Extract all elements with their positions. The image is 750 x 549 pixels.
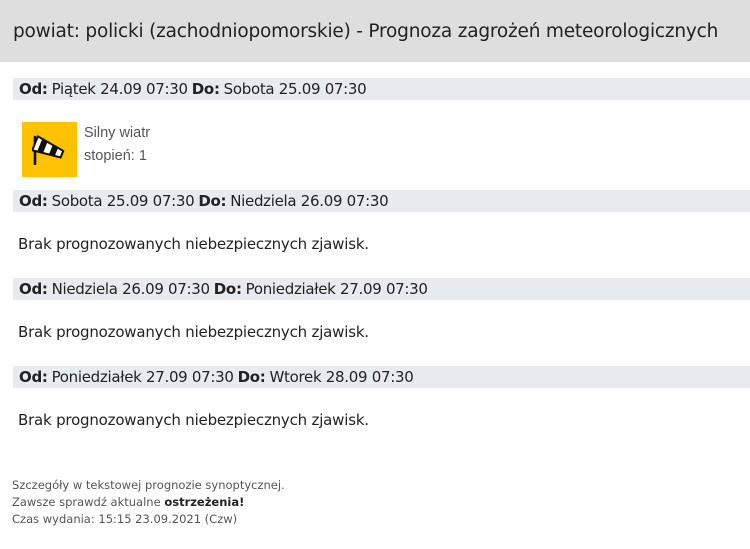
from-label: Od: [19, 80, 48, 98]
footer-details: Szczegóły w tekstowej prognozie synoptycznej. [12, 478, 285, 492]
warnings-link[interactable]: ostrzeżenia! [164, 495, 245, 509]
period-to: Sobota 25.09 07:30 [223, 80, 367, 98]
footer [12, 477, 285, 528]
to-label: Do: [237, 368, 266, 386]
to-label: Do: [198, 192, 227, 210]
period-to: Wtorek 28.09 07:30 [269, 368, 414, 386]
windsock-icon [22, 122, 77, 177]
from-label: Od: [19, 192, 48, 210]
footer-check: Zawsze sprawdź aktualne ostrzeżenia! [12, 495, 245, 509]
period-bar-3 [13, 278, 750, 300]
no-hazard-message: Brak prognozowanych niebezpiecznych zjawisk. [18, 411, 369, 429]
period-from: Poniedziałek 27.09 07:30 [51, 368, 234, 386]
period-from: Piątek 24.09 07:30 [51, 80, 188, 98]
page-title: powiat: policki (zachodniopomorskie) - Prognoza zagrożeń meteorologicznych [13, 20, 719, 42]
period-to: Poniedziałek 27.09 07:30 [245, 280, 428, 298]
no-hazard-message: Brak prognozowanych niebezpiecznych zjawisk. [18, 323, 369, 341]
to-label: Do: [191, 80, 220, 98]
page-header [0, 0, 750, 62]
issue-time: Czas wydania: 15:15 23.09.2021 (Czw) [12, 512, 238, 526]
to-label: Do: [213, 280, 242, 298]
period-bar-4 [13, 366, 750, 388]
warning-level: stopień: 1 [84, 148, 147, 164]
period-from: Niedziela 26.09 07:30 [51, 280, 210, 298]
warning-item [22, 122, 150, 177]
from-label: Od: [19, 368, 48, 386]
period-bar-2 [13, 190, 750, 212]
period-from: Sobota 25.09 07:30 [51, 192, 195, 210]
from-label: Od: [19, 280, 48, 298]
period-to: Niedziela 26.09 07:30 [230, 192, 389, 210]
period-bar-1 [13, 78, 750, 100]
no-hazard-message: Brak prognozowanych niebezpiecznych zjawisk. [18, 235, 369, 253]
warning-name: Silny wiatr [84, 125, 151, 141]
